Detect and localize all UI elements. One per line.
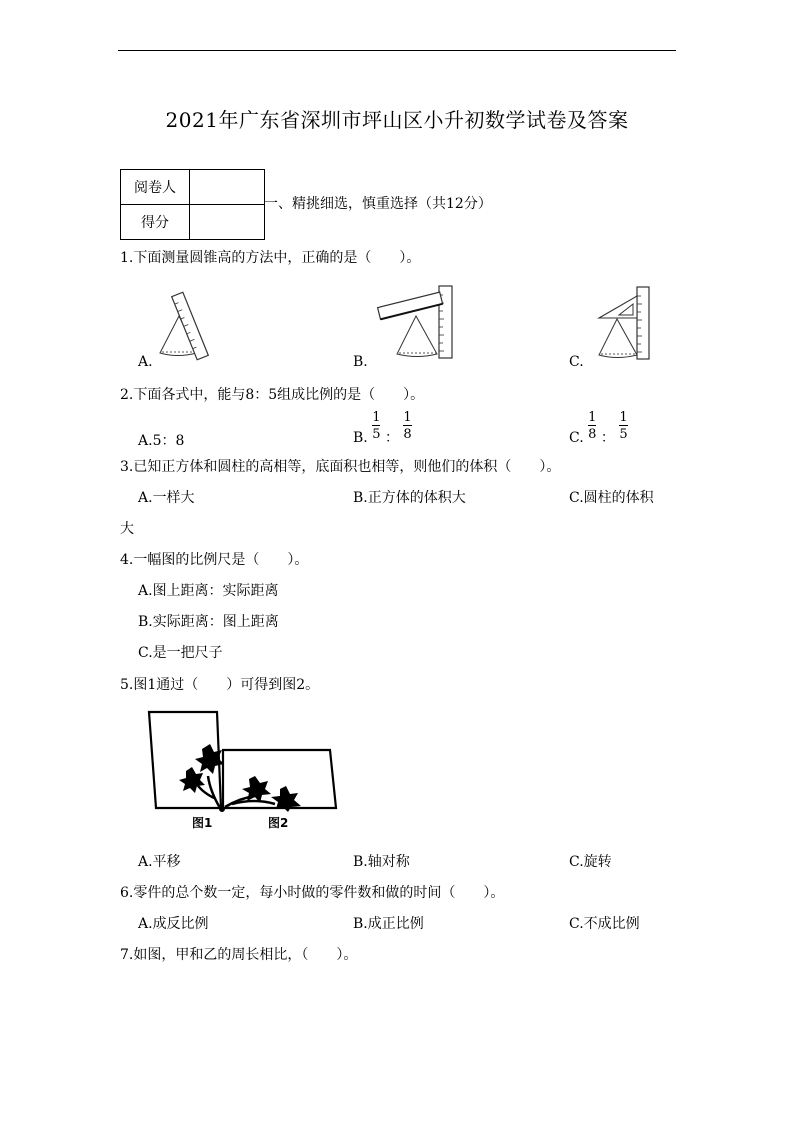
page-title: 2021年广东省深圳市坪山区小升初数学试卷及答案	[165, 108, 629, 132]
question-text: 一幅图的比例尺是（ ）。	[133, 552, 309, 568]
option-text: 图上距离：实际距离	[152, 583, 279, 599]
question-5	[120, 676, 319, 694]
q2-option-b	[353, 410, 412, 447]
option-label: B.	[353, 430, 368, 446]
question-7	[120, 946, 357, 964]
question-4	[120, 551, 308, 569]
section-heading: 一、精挑细选，慎重选择（共12分）	[264, 196, 492, 212]
option-text: 圆柱的体积	[583, 490, 654, 506]
ratio-sep: ：	[384, 430, 399, 446]
q4-option-b	[138, 613, 279, 631]
fraction: $\frac{1}{8}$	[403, 410, 412, 442]
question-text: 已知正方体和圆柱的高相等，底面积也相等，则他们的体积（ ）。	[133, 459, 561, 475]
option-text: 是一把尺子	[152, 645, 223, 661]
q6-option-b	[353, 915, 424, 933]
header-rule	[118, 50, 676, 51]
option-text: 旋转	[583, 854, 612, 870]
question-text: 下面测量圆锥高的方法中，正确的是（ ）。	[133, 250, 421, 266]
q3-option-c	[569, 489, 654, 507]
option-text: 平移	[152, 854, 181, 870]
score-table-row	[121, 205, 265, 240]
q4-option-a	[138, 582, 279, 600]
q5-option-c	[569, 853, 612, 871]
q3-option-b	[353, 489, 466, 507]
option-text: 正方体的体积大	[367, 490, 466, 506]
option-label: A.	[138, 583, 153, 599]
rotation-figure	[140, 706, 345, 831]
question-6	[120, 884, 504, 902]
option-text: 成正比例	[367, 916, 424, 932]
option-label: A.	[138, 490, 153, 506]
question-number: 3.	[120, 459, 134, 475]
option-label: A.	[138, 433, 153, 449]
question-3	[120, 458, 560, 476]
fraction: $\frac{1}{8}$	[588, 410, 597, 442]
score-label: 得分	[121, 205, 190, 240]
question-2	[120, 386, 424, 404]
q1-option-c-label: C.	[569, 354, 584, 370]
q4-option-c	[138, 644, 223, 662]
figure-caption-1: 图1	[192, 816, 213, 830]
option-label: B.	[353, 854, 368, 870]
q6-option-a	[138, 915, 209, 933]
question-number: 1.	[120, 250, 134, 266]
option-text: 5：8	[152, 433, 185, 449]
ratio-sep: ：	[600, 430, 615, 446]
q3-option-c-wrap: 大	[120, 521, 134, 537]
question-text: 图1通过（ ）可得到图2。	[133, 677, 320, 693]
option-label: C.	[138, 645, 153, 661]
cone-ruler-tilted-figure	[155, 290, 225, 362]
q6-option-c	[569, 915, 640, 933]
score-table	[120, 169, 265, 240]
option-label: B.	[138, 614, 153, 630]
question-number: 4.	[120, 552, 134, 568]
question-text: 零件的总个数一定，每小时做的零件数和做的时间（ ）。	[133, 885, 505, 901]
q3-option-a	[138, 489, 195, 507]
option-label: A.	[138, 854, 153, 870]
question-number: 2.	[120, 387, 134, 403]
option-text: 一样大	[152, 490, 195, 506]
fraction: $\frac{1}{5}$	[372, 410, 381, 442]
figure-caption-2: 图2	[268, 816, 289, 830]
option-label: C.	[569, 490, 584, 506]
fraction: $\frac{1}{5}$	[619, 410, 628, 442]
q2-option-a	[138, 432, 184, 450]
question-text: 如图，甲和乙的周长相比，（ ）。	[133, 947, 358, 963]
option-text: 轴对称	[367, 854, 410, 870]
question-number: 7.	[120, 947, 134, 963]
option-label: C.	[569, 916, 584, 932]
option-label: C.	[569, 430, 584, 446]
q5-option-b	[353, 853, 410, 871]
option-label: B.	[353, 916, 368, 932]
question-number: 5.	[120, 677, 134, 693]
option-text: 成反比例	[152, 916, 209, 932]
question-text: 下面各式中，能与8：5组成比例的是（ ）。	[133, 387, 425, 403]
score-field[interactable]	[190, 205, 265, 240]
q2-option-c	[569, 410, 628, 447]
q1-option-b-label: B.	[353, 354, 368, 370]
score-table-row	[121, 170, 265, 205]
cone-ruler-horizontal-ruler-figure	[375, 283, 457, 361]
option-label: C.	[569, 854, 584, 870]
q1-option-a-label: A.	[138, 354, 153, 370]
question-number: 6.	[120, 885, 134, 901]
option-label: A.	[138, 916, 153, 932]
grader-label: 阅卷人	[121, 170, 190, 205]
option-text: 实际距离：图上距离	[152, 614, 279, 630]
question-1	[120, 249, 420, 267]
option-text: 不成比例	[583, 916, 640, 932]
option-label: B.	[353, 490, 368, 506]
grader-field[interactable]	[190, 170, 265, 205]
q5-option-a	[138, 853, 181, 871]
cone-ruler-triangle-figure	[595, 284, 657, 362]
